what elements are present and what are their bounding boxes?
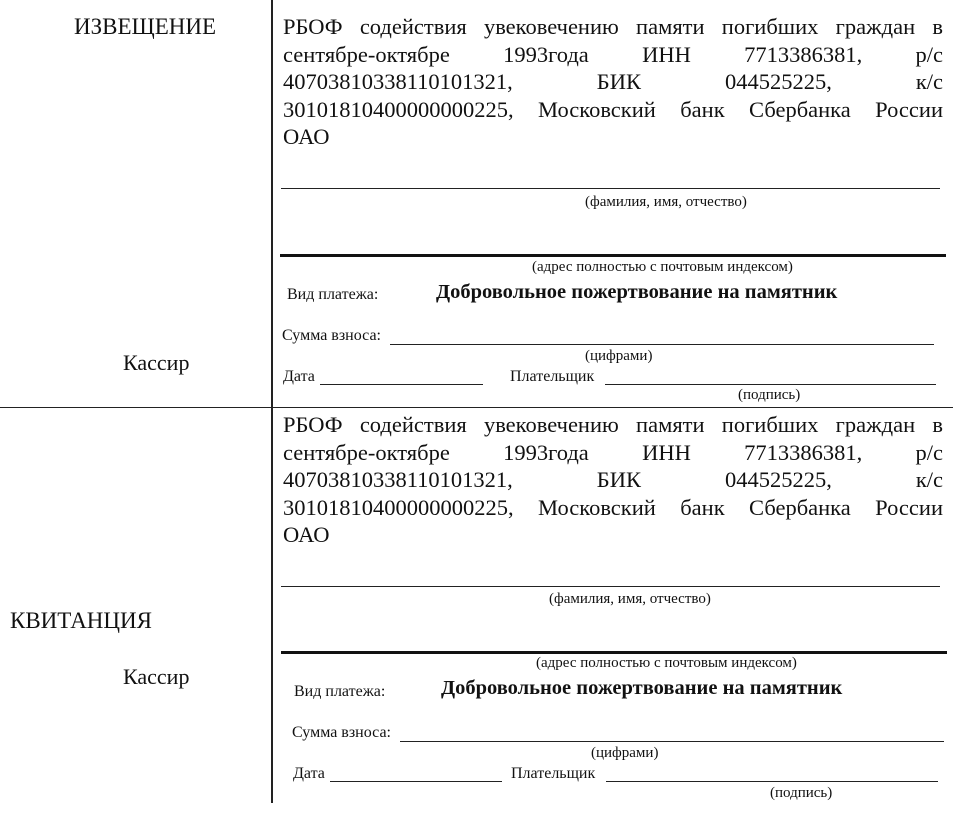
address-line[interactable] xyxy=(280,254,946,257)
recipient-line: 40703810338110101321, БИК 044525225, к/с xyxy=(283,467,943,492)
notice-cashier-label: Кассир xyxy=(123,350,190,375)
fio-caption: (фамилия, имя, отчество) xyxy=(549,591,711,607)
address-caption: (адрес полностью с почтовым индексом) xyxy=(536,655,797,671)
recipient-line: сентябре-октябре 1993года ИНН 7713386381, р/с xyxy=(283,41,943,67)
recipient-line: РБОФ содействия увековечению памяти погибших граждан в xyxy=(283,412,943,437)
notice-recipient-details xyxy=(283,13,943,151)
amount-label: Сумма взноса: xyxy=(282,327,381,344)
amount-input-line[interactable] xyxy=(390,344,934,345)
fio-caption: (фамилия, имя, отчество) xyxy=(585,194,747,210)
fio-line[interactable] xyxy=(281,586,940,587)
recipient-line: РБОФ содействия увековечению памяти погибших граждан в xyxy=(283,14,943,39)
signature-line[interactable] xyxy=(606,781,938,782)
date-label: Дата xyxy=(283,368,315,385)
signature-caption: (подпись) xyxy=(738,387,801,403)
payment-type-label: Вид платежа: xyxy=(287,286,379,303)
address-caption: (адрес полностью с почтовым индексом) xyxy=(532,259,793,275)
fio-line[interactable] xyxy=(281,188,940,189)
payment-type-label: Вид платежа: xyxy=(294,683,386,700)
amount-label: Сумма взноса: xyxy=(292,724,391,741)
recipient-line: 30101810400000000225, Московский банк Сбербанка России xyxy=(283,96,943,122)
receipt-recipient-details xyxy=(283,411,943,549)
date-input-line[interactable] xyxy=(330,781,502,782)
date-label: Дата xyxy=(293,765,325,782)
amount-input-line[interactable] xyxy=(400,741,944,742)
signature-caption: (подпись) xyxy=(770,785,833,801)
recipient-line: ОАО xyxy=(283,522,330,547)
digits-caption: (цифрами) xyxy=(591,745,659,761)
address-line[interactable] xyxy=(281,651,947,654)
payment-type-value: Добровольное пожертвование на памятник xyxy=(436,281,838,303)
recipient-line: 30101810400000000225, Московский банк Сбербанка России xyxy=(283,494,943,520)
recipient-line: 40703810338110101321, БИК 044525225, к/с xyxy=(283,69,943,94)
section-divider xyxy=(0,407,953,408)
notice-title: ИЗВЕЩЕНИЕ xyxy=(74,14,217,39)
payer-label: Плательщик xyxy=(510,368,595,385)
payment-type-value: Добровольное пожертвование на памятник xyxy=(441,677,843,699)
vertical-divider xyxy=(271,0,273,803)
date-input-line[interactable] xyxy=(320,384,483,385)
receipt-title: КВИТАНЦИЯ xyxy=(10,608,152,633)
receipt-cashier-label: Кассир xyxy=(123,664,190,689)
recipient-line: ОАО xyxy=(283,124,330,149)
signature-line[interactable] xyxy=(605,384,936,385)
payer-label: Плательщик xyxy=(511,765,596,782)
digits-caption: (цифрами) xyxy=(585,348,653,364)
recipient-line: сентябре-октябре 1993года ИНН 7713386381, р/с xyxy=(283,439,943,465)
